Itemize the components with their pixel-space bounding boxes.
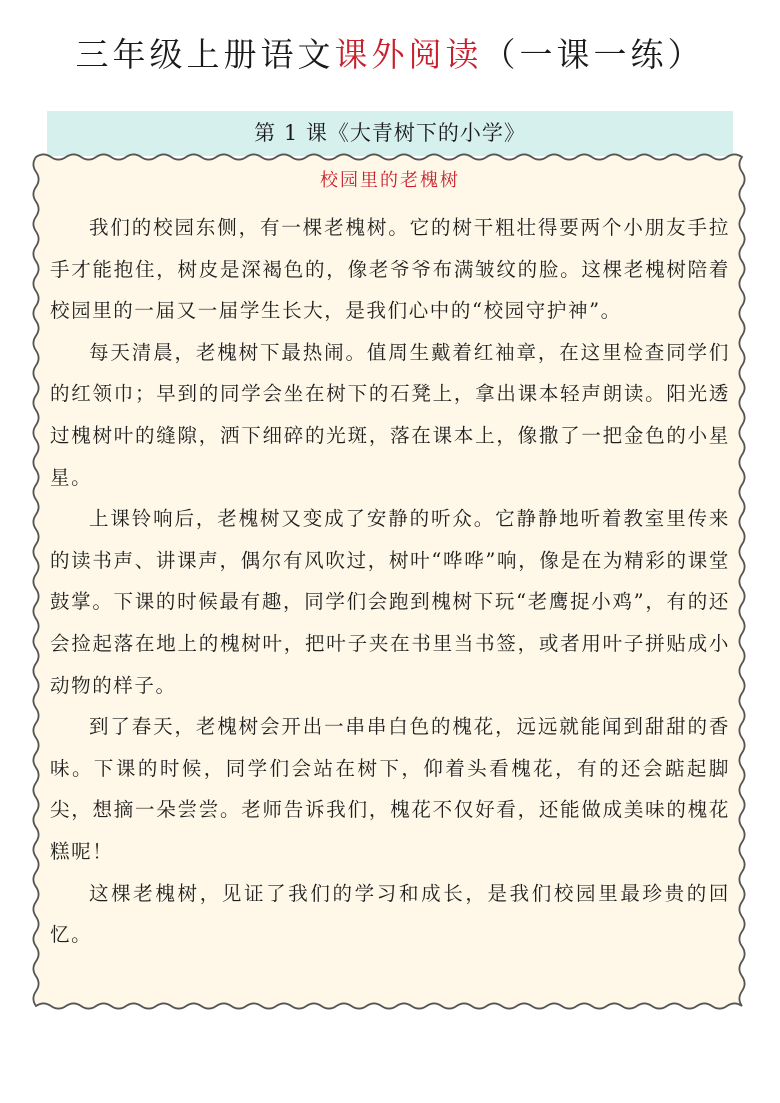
page-title xyxy=(0,30,780,80)
passage-title: 校园里的老槐树 xyxy=(320,170,460,191)
paragraph-3: 上课铃响后，老槐树又变成了安静的听众。它静静地听着教室里传来的读书声、讲课声，偶尔有风吹过，树叶“哗哗”响，像是在为精彩的课堂鼓掌。下课的时候最有趣，同学们会跑到槐树下玩“老鹰捉小鸡”，有的还会捡起落在地上的槐树叶，把叶子夹在书里当书签，或者用叶子拼贴成小动物的样子。 xyxy=(50,507,730,697)
lesson-banner: 第 1 课《大青树下的小学》 xyxy=(47,111,733,156)
paragraph-5: 这棵老槐树，见证了我们的学习和成长，是我们校园里最珍贵的回忆。 xyxy=(50,881,730,947)
passage xyxy=(50,153,730,956)
paragraph-1: 我们的校园东侧，有一棵老槐树。它的树干粗壮得要两个小朋友手拉手才能抱住，树皮是深褐色的，像老爷爷布满皱纹的脸。这棵老槐树陪着校园里的一届又一届学生长大，是我们心中的“校园守护神”。 xyxy=(50,216,730,323)
paragraph-2: 每天清晨，老槐树下最热闹。值周生戴着红袖章，在这里检查同学们的红领巾；早到的同学会坐在树下的石凳上，拿出课本轻声朗读。阳光透过槐树叶的缝隙，洒下细碎的光斑，落在课本上，像撒了一把金色的小星星。 xyxy=(50,340,730,489)
title-suffix: （一课一练） xyxy=(482,35,705,74)
paragraph-4: 到了春天，老槐树会开出一串串白色的槐花，远远就能闻到甜甜的香味。下课的时候，同学们会站在树下，仰着头看槐花，有的还会踮起脚尖，想摘一朵尝尝。老师告诉我们，槐花不仅好看，还能做成美味的槐花糕呢！ xyxy=(50,715,730,863)
reading-card xyxy=(32,153,746,1010)
title-accent: 课外阅读 xyxy=(334,35,483,74)
title-main: 三年级上册语文 xyxy=(75,35,335,74)
